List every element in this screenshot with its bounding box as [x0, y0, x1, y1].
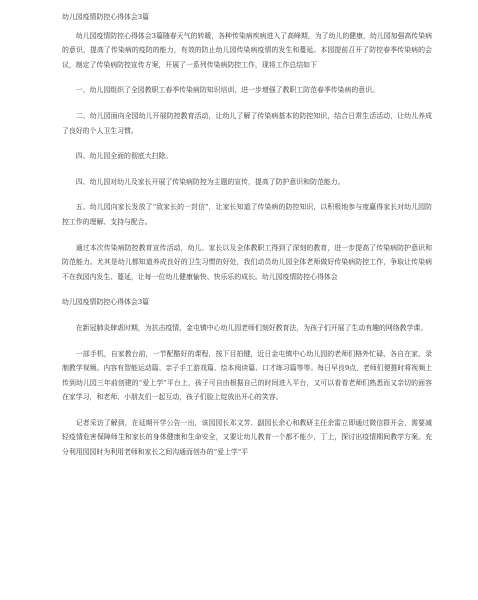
paragraph: 在新冠肺炎肆虐时期，为抗击疫情，金屯镇中心幼儿园老师们刻好教育法，为孩子们开展了生动有趣的网络教学课。	[75, 323, 428, 332]
paragraph: 二、幼儿园面向全园幼儿开展防控教育活动，让幼儿了解了传染病基本的防控知识，结合日常生活活动，让幼儿养成了良好的个人卫生习惯。	[62, 111, 432, 135]
paragraph: 四、幼儿园对幼儿及家长开展了传染病防控为主题的宣传，提高了防护意识和防范能力。	[75, 177, 345, 186]
paragraph: 幼儿园疫情防控心得体会3篇随春天气的转暖，各种传染病疾病进入了高峰期，为了幼儿的健康，幼儿园加强高传染病的意识，提高了传染病的疫防的能力，有效的防止幼儿园传染病疫情的发生和蔓延。本园提前召开了防控春季传染病的会议，制定了传染病防控宣传方案，开展了一系列传染病防控工作，现将工作总结如下	[62, 31, 432, 69]
document-body	[62, 29, 432, 460]
section-title: 幼儿园疫情防控心得体会3篇	[62, 298, 150, 307]
paragraph: 通过本次传染病防控教育宣传活动，幼儿、家长以及全体教职工得到了深刻的教育，进一步提高了传染病防护意识和防范能力。尤其是幼儿都知道养成良好的卫生习惯的好处，我们动员幼儿园全体老师做好传染病防控工作，争取让传染病不在我园内发生、蔓延，让每一位幼儿健康愉快、快乐乐的成长。幼儿园疫情防控心得体会	[62, 243, 432, 281]
paragraph: 一部手机，自家教台前，一节配酷好的课程，按下目拍键，近日金屯镇中心幼儿园的老师们格外忙碌，各自在家，录制教学视频。内容有智能运动篇、亲子手工游戏篇、绘本阅读篇、口才练习篇等等。每日早良9点，老师们便推时将视频上传到幼儿园三年前创建的“爱上学”平台上，孩子可自由根据自己的时间进入平台，又可以看看老师们熟悉而又亲切的面容在家学习，和老师、小朋友们一起互动，孩子们脸上绽放出开心的笑容。	[62, 349, 432, 402]
document-title: 幼儿园疫情防控心得体会3篇	[62, 13, 150, 21]
paragraph: 一、幼儿园组织了全园教职工春季传染病防知识培训，进一步增强了教职工防范春季传染病的意识。	[75, 86, 379, 95]
paragraph: 四、幼儿园全面的彻底大扫除。	[75, 152, 173, 161]
paragraph: 五、幼儿园向家长发放了“致家长的一封信”，让家长知道了传染病的防控知识，以积极地参与度赢得家长对幼儿园防控工作的理解、支持与配合。	[62, 203, 432, 226]
paragraph: 记者采访了解到，在延期开学公告一出，该园园长邓文芳、副园长余心和教研主任余雷立即通过微信群开会，需要减轻疫情危害保障师生和家长的身体健康和生命安全，又要让幼儿教育一个都不能少，丁上，探讨出疫情期间教学方案。充分利用园园时为利用老师和家长之间沟通而创办的“爱上学”平	[62, 418, 432, 457]
